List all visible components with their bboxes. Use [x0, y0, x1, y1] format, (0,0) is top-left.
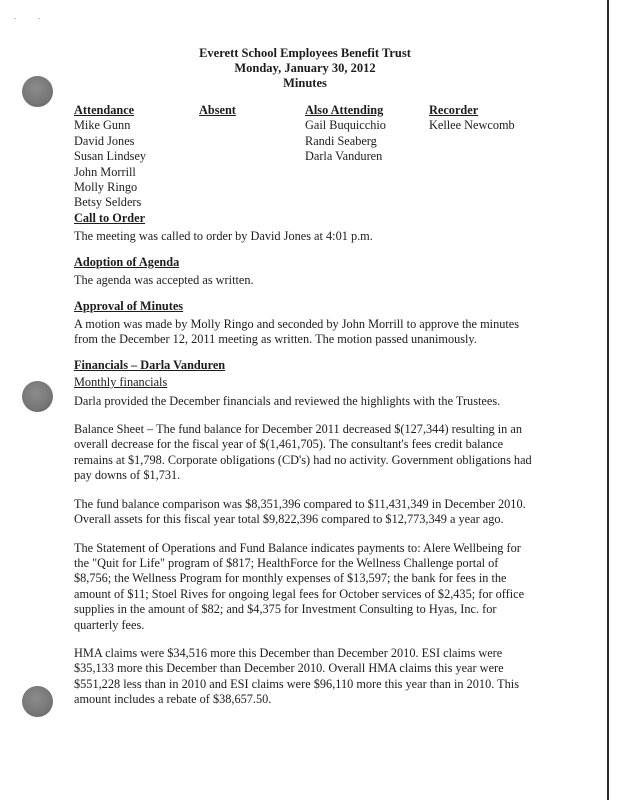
also-attendee: Darla Vanduren [305, 149, 383, 164]
call-to-order-text: The meeting was called to order by David Jones at 4:01 p.m. [74, 229, 373, 244]
also-attendee: Randi Seaberg [305, 133, 377, 148]
minutes-document [74, 46, 536, 708]
also-attending-heading: Also Attending [305, 103, 384, 117]
document-title: Minutes [283, 76, 327, 90]
attendee: Mike Gunn [74, 118, 131, 133]
punch-hole [22, 381, 53, 412]
financials-intro: Darla provided the December financials and reviewed the highlights with the Trustees. [74, 393, 501, 408]
fund-balance-paragraph: The fund balance comparison was $8,351,396 compared to $11,431,349 in December 2010. Overall assets for this fiscal year total $9,822,396 compared to $12,773,349 a year ago. [74, 496, 526, 527]
attendance-heading: Attendance [74, 103, 135, 117]
also-attending-column [305, 103, 386, 165]
recorder-column [429, 103, 515, 134]
attendee: David Jones [74, 133, 135, 148]
call-to-order-heading: Call to Order [74, 211, 146, 225]
trust-name: Everett School Employees Benefit Trust [199, 46, 411, 60]
absent-column [199, 103, 236, 118]
monthly-financials-subheading: Monthly financials [74, 375, 168, 390]
approval-heading: Approval of Minutes [74, 298, 184, 313]
attendance-block [74, 103, 536, 210]
corner-mark: . . [14, 12, 50, 21]
recorder-heading: Recorder [429, 103, 479, 117]
punch-hole [22, 686, 53, 717]
balance-sheet-paragraph: Balance Sheet – The fund balance for December 2011 decreased $(127,344) resulting in an overall decrease for the fiscal year of $(1,461,705). The consultant's fees credit balance remains at $1,798. Corporate obligations (CD's) had no activity. Government obligations had pay downs of $1,731. [74, 422, 532, 483]
attendee: John Morrill [74, 164, 136, 179]
absent-heading: Absent [199, 103, 236, 117]
recorder-name: Kellee Newcomb [429, 118, 515, 133]
punch-hole [22, 76, 53, 107]
attendee: Molly Ringo [74, 180, 138, 195]
attendee: Susan Lindsey [74, 149, 147, 164]
adoption-text: The agenda was accepted as written. [74, 273, 254, 288]
also-attendee: Gail Buquicchio [305, 118, 386, 133]
claims-paragraph: HMA claims were $34,516 more this December than December 2010. ESI claims were $35,133 more this December than December 2010. Overall HMA claims this year were $551,228 less than in 2010 and ESI claims were $96,110 more this year than in 2010. This amount includes a rebate of $38,657.50. [74, 645, 520, 707]
attendance-column [74, 103, 146, 211]
financials-heading: Financials – Darla Vanduren [74, 357, 226, 372]
attendee: Betsy Selders [74, 195, 142, 210]
statement-of-operations-paragraph: The Statement of Operations and Fund Balance indicates payments to: Alere Wellbeing for the "Quit for Life" program of $817; HealthForce for the Wellness Challenge portal of $8,756; the Wellness Program for monthly expenses of $13,597; the bank for fees in the amount of $11; Stoel Rives for ongoing legal fees for October services of $2,435; for office supplies in the amount of $82; and $4,375 for Investment Consulting to Hyas, Inc. for quarterly fees. [74, 540, 525, 632]
approval-text: A motion was made by Molly Ringo and seconded by John Morrill to approve the minutes from the December 12, 2011 meeting as written. The motion passed unanimously. [74, 317, 520, 347]
adoption-heading: Adoption of Agenda [74, 254, 180, 269]
meeting-date: Monday, January 30, 2012 [234, 61, 376, 75]
document-header [74, 46, 536, 91]
scan-edge [607, 0, 609, 800]
